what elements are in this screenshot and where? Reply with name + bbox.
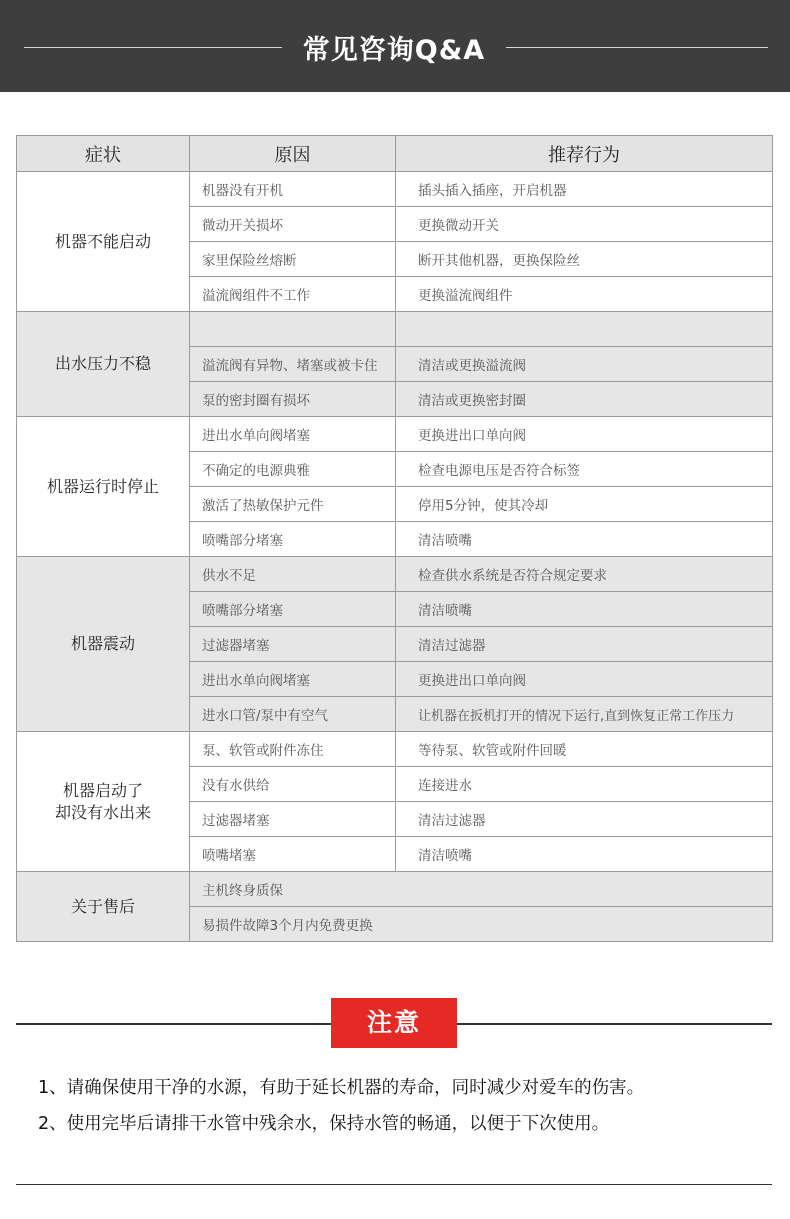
action-cell: 停用5分钟，使其冷却: [396, 487, 773, 522]
column-header-action: 推荐行为: [396, 136, 773, 172]
table-row: [17, 172, 773, 207]
reason-cell: 进出水单向阀堵塞: [190, 417, 396, 452]
notice-item: 1、请确保使用干净的水源，有助于延长机器的寿命，同时减少对爱车的伤害。: [38, 1078, 645, 1098]
action-cell: [396, 312, 773, 347]
table-row: [17, 312, 773, 347]
action-cell: 清洁喷嘴: [396, 837, 773, 872]
action-cell: 清洁过滤器: [396, 802, 773, 837]
symptom-cell: 机器震动: [17, 557, 190, 732]
action-cell: 更换微动开关: [396, 207, 773, 242]
symptom-cell: 机器运行时停止: [17, 417, 190, 557]
action-cell: 清洁或更换溢流阀: [396, 347, 773, 382]
reason-cell: 机器没有开机: [190, 172, 396, 207]
reason-cell: 过滤器堵塞: [190, 802, 396, 837]
reason-cell: 激活了热敏保护元件: [190, 487, 396, 522]
reason-cell: 喷嘴堵塞: [190, 837, 396, 872]
reason-cell: 溢流阀有异物、堵塞或被卡住: [190, 347, 396, 382]
notice-item: 2、使用完毕后请排干水管中残余水，保持水管的畅通，以便于下次使用。: [38, 1114, 610, 1134]
notice-list: [38, 1074, 778, 1146]
action-cell: 清洁喷嘴: [396, 522, 773, 557]
header-banner: [0, 0, 790, 92]
header-rule-left: [24, 47, 282, 48]
reason-cell: 泵、软管或附件冻住: [190, 732, 396, 767]
action-cell: 断开其他机器，更换保险丝: [396, 242, 773, 277]
symptom-cell: 机器不能启动: [17, 172, 190, 312]
action-cell: 插头插入插座，开启机器: [396, 172, 773, 207]
reason-cell: 喷嘴部分堵塞: [190, 522, 396, 557]
table-row: [17, 872, 773, 907]
reason-cell: 溢流阀组件不工作: [190, 277, 396, 312]
table-row: [17, 557, 773, 592]
action-cell: 等待泵、软管或附件回暖: [396, 732, 773, 767]
reason-cell: [190, 312, 396, 347]
action-cell: 清洁或更换密封圈: [396, 382, 773, 417]
action-cell: 更换进出口单向阀: [396, 662, 773, 697]
reason-cell: 进水口管/泵中有空气: [190, 697, 396, 732]
reason-cell: 不确定的电源典雅: [190, 452, 396, 487]
table-header-row: [17, 136, 773, 172]
reason-cell: 家里保险丝熔断: [190, 242, 396, 277]
action-cell: 更换进出口单向阀: [396, 417, 773, 452]
symptom-line: 却没有水出来: [54, 802, 151, 822]
action-cell: 检查供水系统是否符合规定要求: [396, 557, 773, 592]
symptom-cell: 关于售后: [17, 872, 190, 942]
table-row: [17, 417, 773, 452]
page-title: 常见咨询Q&A: [302, 35, 486, 66]
reason-cell: 进出水单向阀堵塞: [190, 662, 396, 697]
table-row: [17, 732, 773, 767]
action-cell: 检查电源电压是否符合标签: [396, 452, 773, 487]
action-cell: 清洁喷嘴: [396, 592, 773, 627]
column-header-symptom: 症状: [17, 136, 190, 172]
action-cell: 清洁过滤器: [396, 627, 773, 662]
notice-title: 注意: [331, 998, 457, 1048]
action-cell: 更换溢流阀组件: [396, 277, 773, 312]
symptom-cell: 出水压力不稳: [17, 312, 190, 417]
symptom-line: 机器启动了: [62, 780, 143, 800]
faq-table: [16, 135, 773, 942]
bottom-divider: [16, 1184, 772, 1185]
column-header-reason: 原因: [190, 136, 396, 172]
reason-cell: 喷嘴部分堵塞: [190, 592, 396, 627]
action-cell: 让机器在扳机打开的情况下运行,直到恢复正常工作压力: [396, 697, 773, 732]
reason-cell: 微动开关损坏: [190, 207, 396, 242]
action-cell: 连接进水: [396, 767, 773, 802]
aftersales-cell: 主机终身质保: [190, 872, 773, 907]
symptom-cell: [17, 732, 190, 872]
reason-cell: 泵的密封圈有损坏: [190, 382, 396, 417]
aftersales-cell: 易损件故障3个月内免费更换: [190, 907, 773, 942]
reason-cell: 过滤器堵塞: [190, 627, 396, 662]
reason-cell: 没有水供给: [190, 767, 396, 802]
header-rule-right: [506, 47, 768, 48]
reason-cell: 供水不足: [190, 557, 396, 592]
